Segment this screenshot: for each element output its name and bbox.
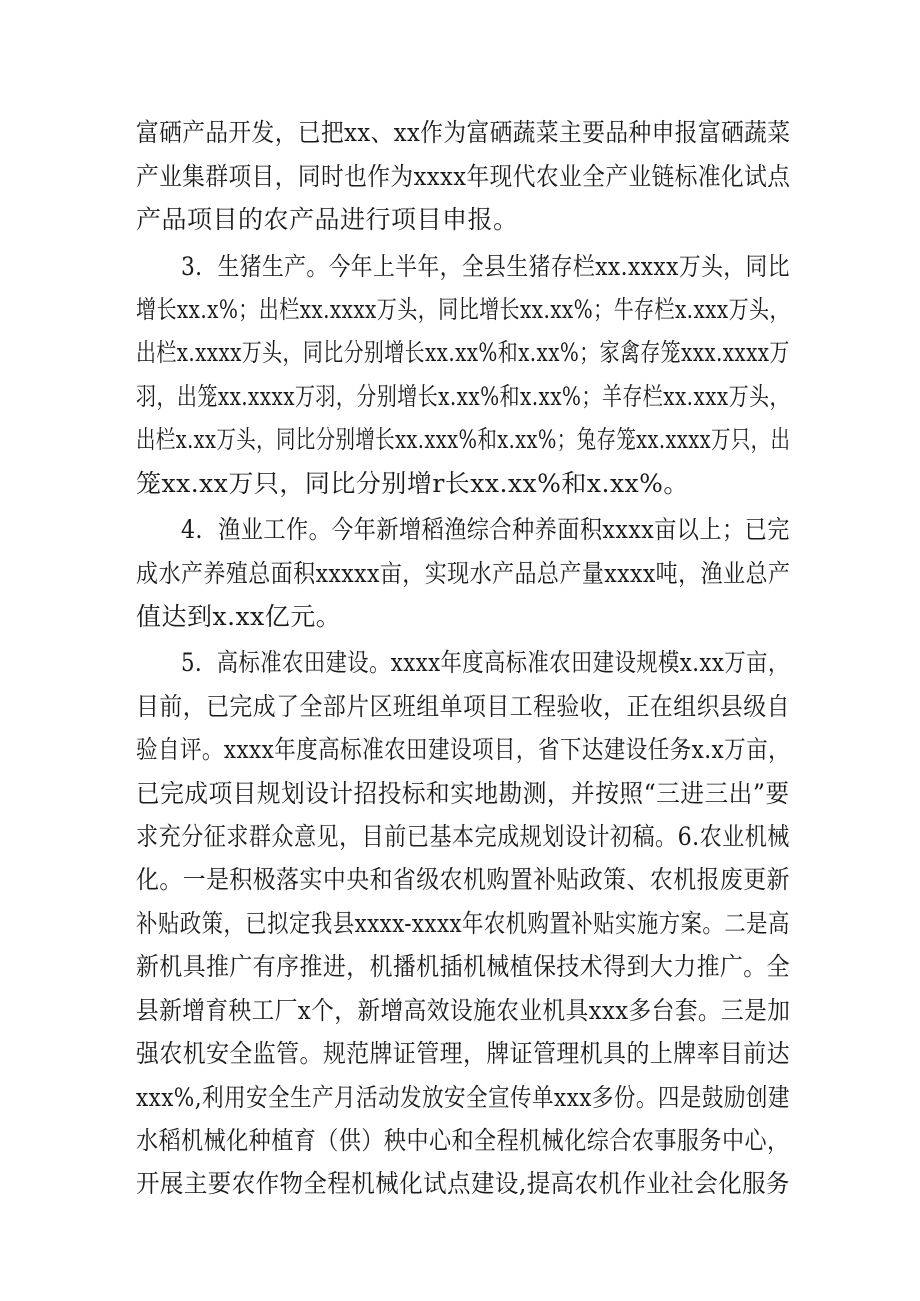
text-line: 产业集群项目，同时也作为xxxx年现代农业全产业链标准化试点	[136, 162, 791, 191]
text-line: xxx%,利用安全生产月活动发放安全宣传单xxx多份。四是鼓励创建	[136, 1083, 790, 1112]
text-line: 强农机安全监管。规范牌证管理，牌证管理机具的上牌率目前达	[136, 1039, 791, 1068]
text-line: 出栏x.xxxx万头，同比分别增长xx.xx%和x.xx%；家禽存笼xxx.xxxx万	[136, 338, 790, 367]
text-line: 5．高标准农田建设。xxxx年度高标准农田建设规模x.xx万亩，	[181, 648, 790, 677]
text-line: 验自评。xxxx年度高标准农田建设项目，省下达建设任务x.x万亩，	[136, 735, 791, 764]
text-line: 出栏x.xx万头，同比分别增长xx.xxx%和x.xx%；兔存笼xx.xxxx万只，出	[136, 425, 791, 454]
text-line: 目前，已完成了全部片区班组单项目工程验收，正在组织县级自	[136, 692, 791, 721]
text-line: 已完成项目规划设计招投标和实地勘测，并按照“三进三出”要	[136, 779, 790, 808]
text-line: 值达到x.xx亿元。	[136, 602, 342, 631]
text-line: 新机具推广有序推进，机播机插机械植保技术得到大力推广。全	[136, 952, 791, 981]
text-line: 增长xx.x%；出栏xx.xxxx万头，同比增长xx.xx%；牛存栏x.xxx万头，	[136, 295, 790, 324]
text-line: 开展主要农作物全程机械化试点建设,提高农机作业社会化服务	[136, 1169, 790, 1198]
text-line: 成水产养殖总面积xxxxx亩，实现水产品总产量xxxx吨，渔业总产	[136, 559, 791, 588]
text-line: 县新增育秧工厂x个，新增高效设施农业机具xxx多台套。三是加	[136, 996, 791, 1025]
text-line: 化。一是积极落实中央和省级农机购置补贴政策、农机报废更新	[136, 865, 791, 894]
text-line: 补贴政策，已拟定我县xxxx-xxxx年农机购置补贴实施方案。二是高	[136, 909, 790, 938]
text-line: 富硒产品开发，已把xx、xx作为富硒蔬菜主要品种申报富硒蔬菜	[136, 118, 791, 147]
text-line: 羽，出笼xx.xxxx万羽，分别增长x.xx%和x.xx%；羊存栏xx.xxx万头，	[136, 382, 790, 411]
text-line: 4．渔业工作。今年新增稻渔综合种养面积xxxx亩以上；已完	[181, 515, 790, 544]
text-line: 水稻机械化种植育（供）秧中心和全程机械化综合农事服务中心，	[136, 1126, 790, 1155]
text-line: 求充分征求群众意见，目前已基本完成规划设计初稿。6.农业机械	[136, 822, 790, 851]
text-line: 笼xx.xx万只，同比分别增r长xx.xx%和x.xx%。	[136, 469, 689, 498]
text-line: 产品项目的农产品进行项目申报。	[136, 205, 519, 234]
text-line: 3．生猪生产。今年上半年，全县生猪存栏xx.xxxx万头，同比	[181, 252, 790, 281]
